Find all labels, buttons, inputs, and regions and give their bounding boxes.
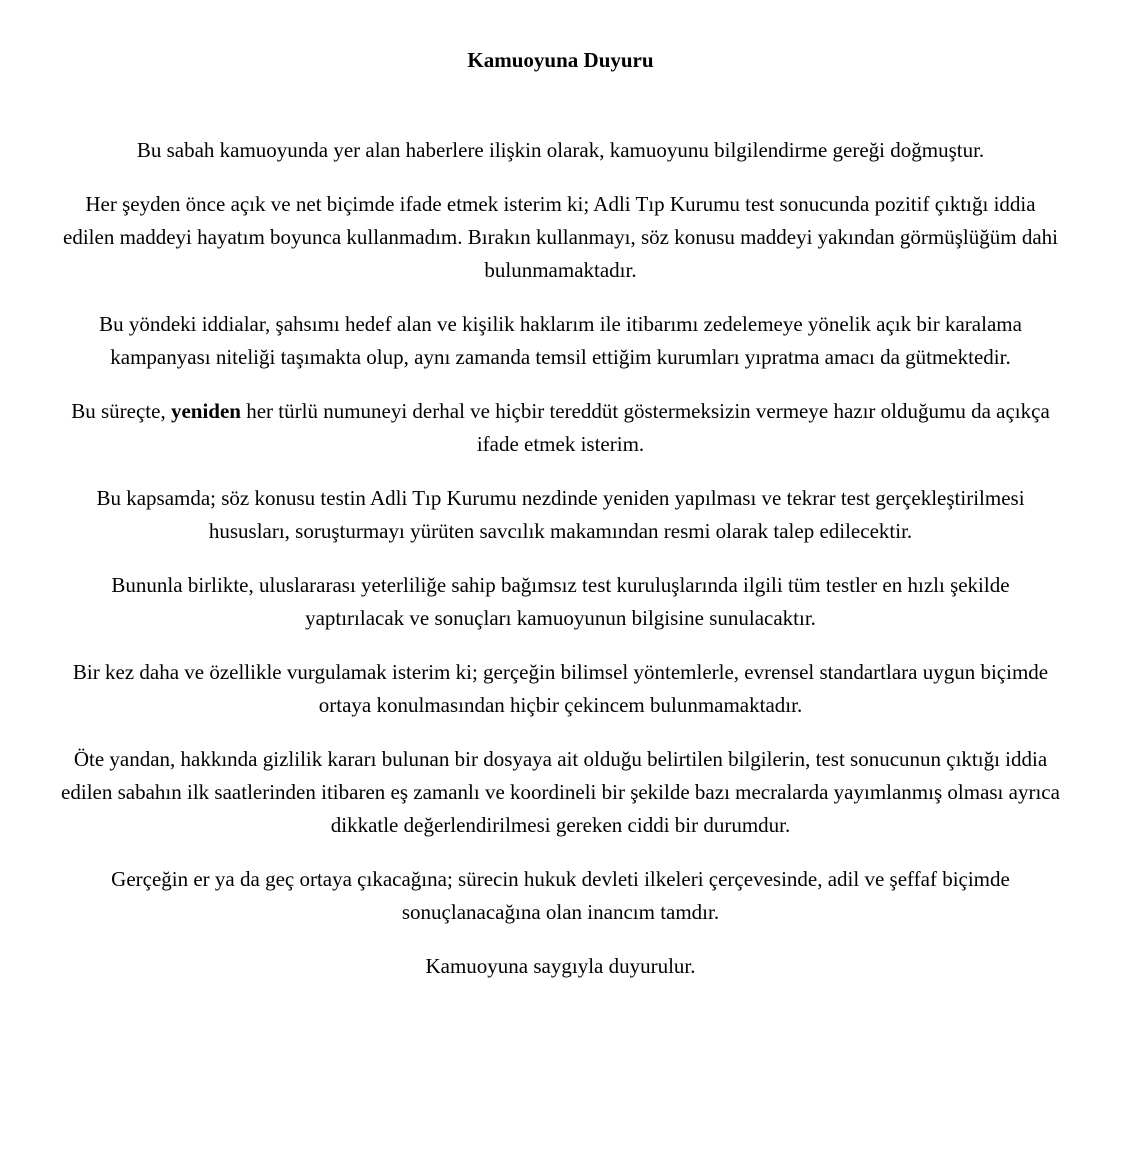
paragraph-text: Bu süreçte, [71, 399, 171, 423]
paragraph [61, 482, 1061, 548]
paragraph [61, 656, 1061, 722]
paragraph-text: Öte yandan, hakkında gizlilik kararı bulunan bir dosyaya ait olduğu belirtilen bilgilerin, test sonucunun çıktığı iddia edilen sabahın ilk saatlerinden itibaren eş zamanlı ve koordineli bir şekilde bazı mecralarda yayımlanmış olması ayrıca dikkatle değerlendirilmesi gereken ciddi bir durumdur. [61, 747, 1060, 837]
paragraph [61, 395, 1061, 461]
paragraph [61, 134, 1061, 167]
paragraph-text: Bu sabah kamuoyunda yer alan haberlere ilişkin olarak, kamuoyunu bilgilendirme gereği doğmuştur. [136, 138, 985, 162]
paragraph [61, 569, 1061, 635]
paragraph-text: Gerçeğin er ya da geç ortaya çıkacağına; sürecin hukuk devleti ilkeleri çerçevesinde, adil ve şeffaf biçimde sonuçlanacağına olan inancım tamdır. [111, 867, 1010, 924]
bold-emphasis: yeniden [170, 399, 241, 423]
paragraph-text: her türlü numuneyi derhal ve hiçbir tereddüt göstermeksizin vermeye hazır olduğumu da açıkça ifade etmek isterim. [240, 399, 1050, 456]
paragraph-text: Bu yöndeki iddialar, şahsımı hedef alan ve kişilik haklarım ile itibarımı zedelemeye yönelik açık bir karalama kampanyası niteliği taşımakta olup, aynı zamanda temsil ettiğim kurumları yıpratma amacı da gütmektedir. [99, 312, 1022, 369]
paragraph-text: Bu kapsamda; söz konusu testin Adli Tıp Kurumu nezdinde yeniden yapılması ve tekrar test gerçekleştirilmesi hususları, soruşturmayı yürüten savcılık makamından resmi olarak talep edilecektir. [96, 486, 1025, 543]
document-body [61, 134, 1061, 983]
paragraph-text: Bununla birlikte, uluslararası yeterliliğe sahip bağımsız test kuruluşlarında ilgili tüm testler en hızlı şekilde yaptırılacak ve sonuçları kamuoyunun bilgisine sunulacaktır. [111, 573, 1010, 630]
paragraph [61, 188, 1061, 287]
paragraph [61, 863, 1061, 929]
paragraph [61, 950, 1061, 983]
paragraph [61, 743, 1061, 842]
announcement-document [61, 0, 1061, 983]
paragraph-text: Her şeyden önce açık ve net biçimde ifade etmek isterim ki; Adli Tıp Kurumu test sonucunda pozitif çıktığı iddia edilen maddeyi hayatım boyunca kullanmadım. Bırakın kullanmayı, söz konusu maddeyi yakından görmüşlüğüm dahi bulunmamaktadır. [63, 192, 1058, 282]
paragraph-text: Bir kez daha ve özellikle vurgulamak isterim ki; gerçeğin bilimsel yöntemlerle, evrensel standartlara uygun biçimde ortaya konulmasından hiçbir çekincem bulunmamaktadır. [72, 660, 1049, 717]
document-title: Kamuoyuna Duyuru [467, 48, 654, 72]
paragraph [61, 308, 1061, 374]
paragraph-text: Kamuoyuna saygıyla duyurulur. [425, 954, 696, 978]
